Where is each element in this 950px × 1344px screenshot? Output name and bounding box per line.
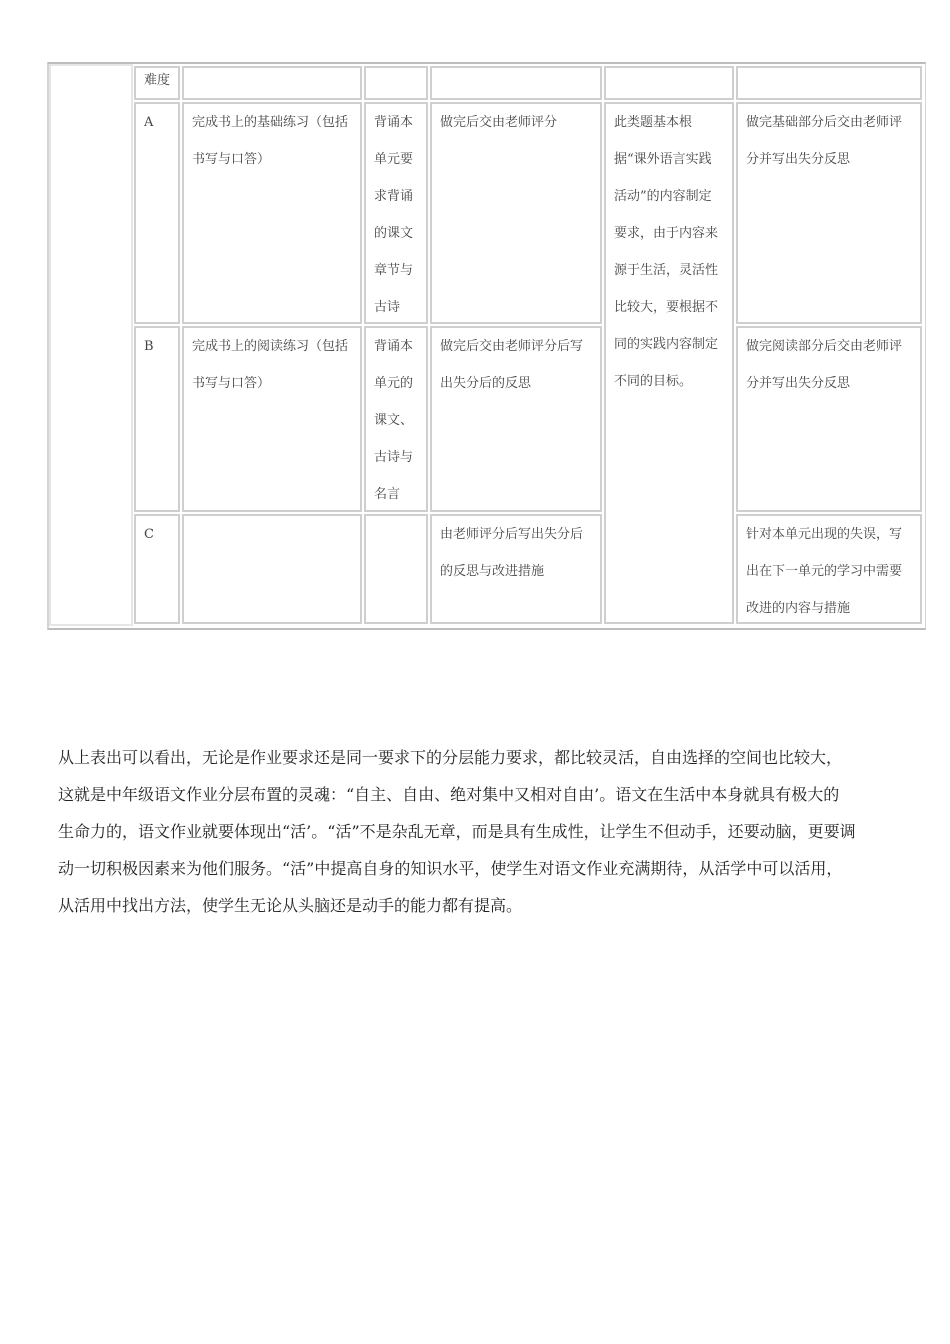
paragraph-line: 从上表出可以看出，无论是作业要求还是同一要求下的分层能力要求，都比较灵活，自由选择的空间也比较大， [58, 748, 843, 767]
row-b-grading [430, 326, 602, 512]
row-c-after [736, 514, 922, 624]
level-label: A [144, 115, 154, 130]
row-b-recite [364, 326, 428, 512]
row-a-basic [182, 102, 362, 324]
paragraph-line: 动一切积极因素来为他们服务。“活”中提高自身的知识水平，使学生对语文作业充满期待，从活学中可以活用， [58, 859, 843, 878]
header-difficulty [134, 66, 180, 100]
row-a-level [134, 102, 180, 324]
level-label: B [144, 339, 154, 354]
after-text: 针对本单元出现的失误，写出在下一单元的学习中需要改进的内容与措施 [746, 527, 903, 616]
header-cell [604, 66, 734, 100]
row-a-after [736, 102, 922, 324]
header-cell [430, 66, 602, 100]
recite-text: 背诵本单元的课文、古诗与名言 [374, 339, 414, 502]
row-c-grading [430, 514, 602, 624]
practice-note-text: 此类题基本根据“课外语言实践活动”的内容制定要求，由于内容来源于生活，灵活性比较大，要根据不同的实践内容制定不同的目标。 [614, 115, 719, 389]
body-paragraph [58, 739, 894, 924]
paragraph-line: 生命力的，语文作业就要体现出“活’。“活”不是杂乱无章，而是具有生成性，让学生不但动手，还要动脑，更要调 [58, 822, 856, 841]
row-b-after [736, 326, 922, 512]
grading-text: 由老师评分后写出失分后的反思与改进措施 [440, 527, 584, 579]
level-label: C [144, 527, 154, 542]
paragraph-line: 这就是中年级语文作业分层布置的灵魂：“自主、自由、绝对集中又相对自由’。语文在生活中本身就具有极大的 [58, 785, 840, 804]
paragraph-line: 从活用中找出方法，使学生无论从头脑还是动手的能力都有提高。 [58, 896, 523, 915]
after-text: 做完基础部分后交由老师评分并写出失分反思 [746, 115, 903, 167]
grading-text: 做完后交由老师评分 [440, 115, 558, 130]
row-a-recite [364, 102, 428, 324]
header-cell [364, 66, 428, 100]
row-b-basic [182, 326, 362, 512]
basic-text: 完成书上的阅读练习（包括书写与口答） [192, 339, 349, 391]
grading-text: 做完后交由老师评分后写出失分后的反思 [440, 339, 584, 391]
basic-text: 完成书上的基础练习（包括书写与口答） [192, 115, 349, 167]
row-a-grading [430, 102, 602, 324]
header-cell [182, 66, 362, 100]
row-b-level [134, 326, 180, 512]
table-left-column [49, 64, 133, 626]
row-c-level [134, 514, 180, 624]
after-text: 做完阅读部分后交由老师评分并写出失分反思 [746, 339, 903, 391]
practice-note [604, 102, 734, 624]
row-c-recite [364, 514, 428, 624]
recite-text: 背诵本单元要求背诵的课文章节与古诗 [374, 115, 414, 315]
row-c-basic [182, 514, 362, 624]
header-difficulty-label: 难度 [144, 73, 171, 88]
header-cell [736, 66, 922, 100]
